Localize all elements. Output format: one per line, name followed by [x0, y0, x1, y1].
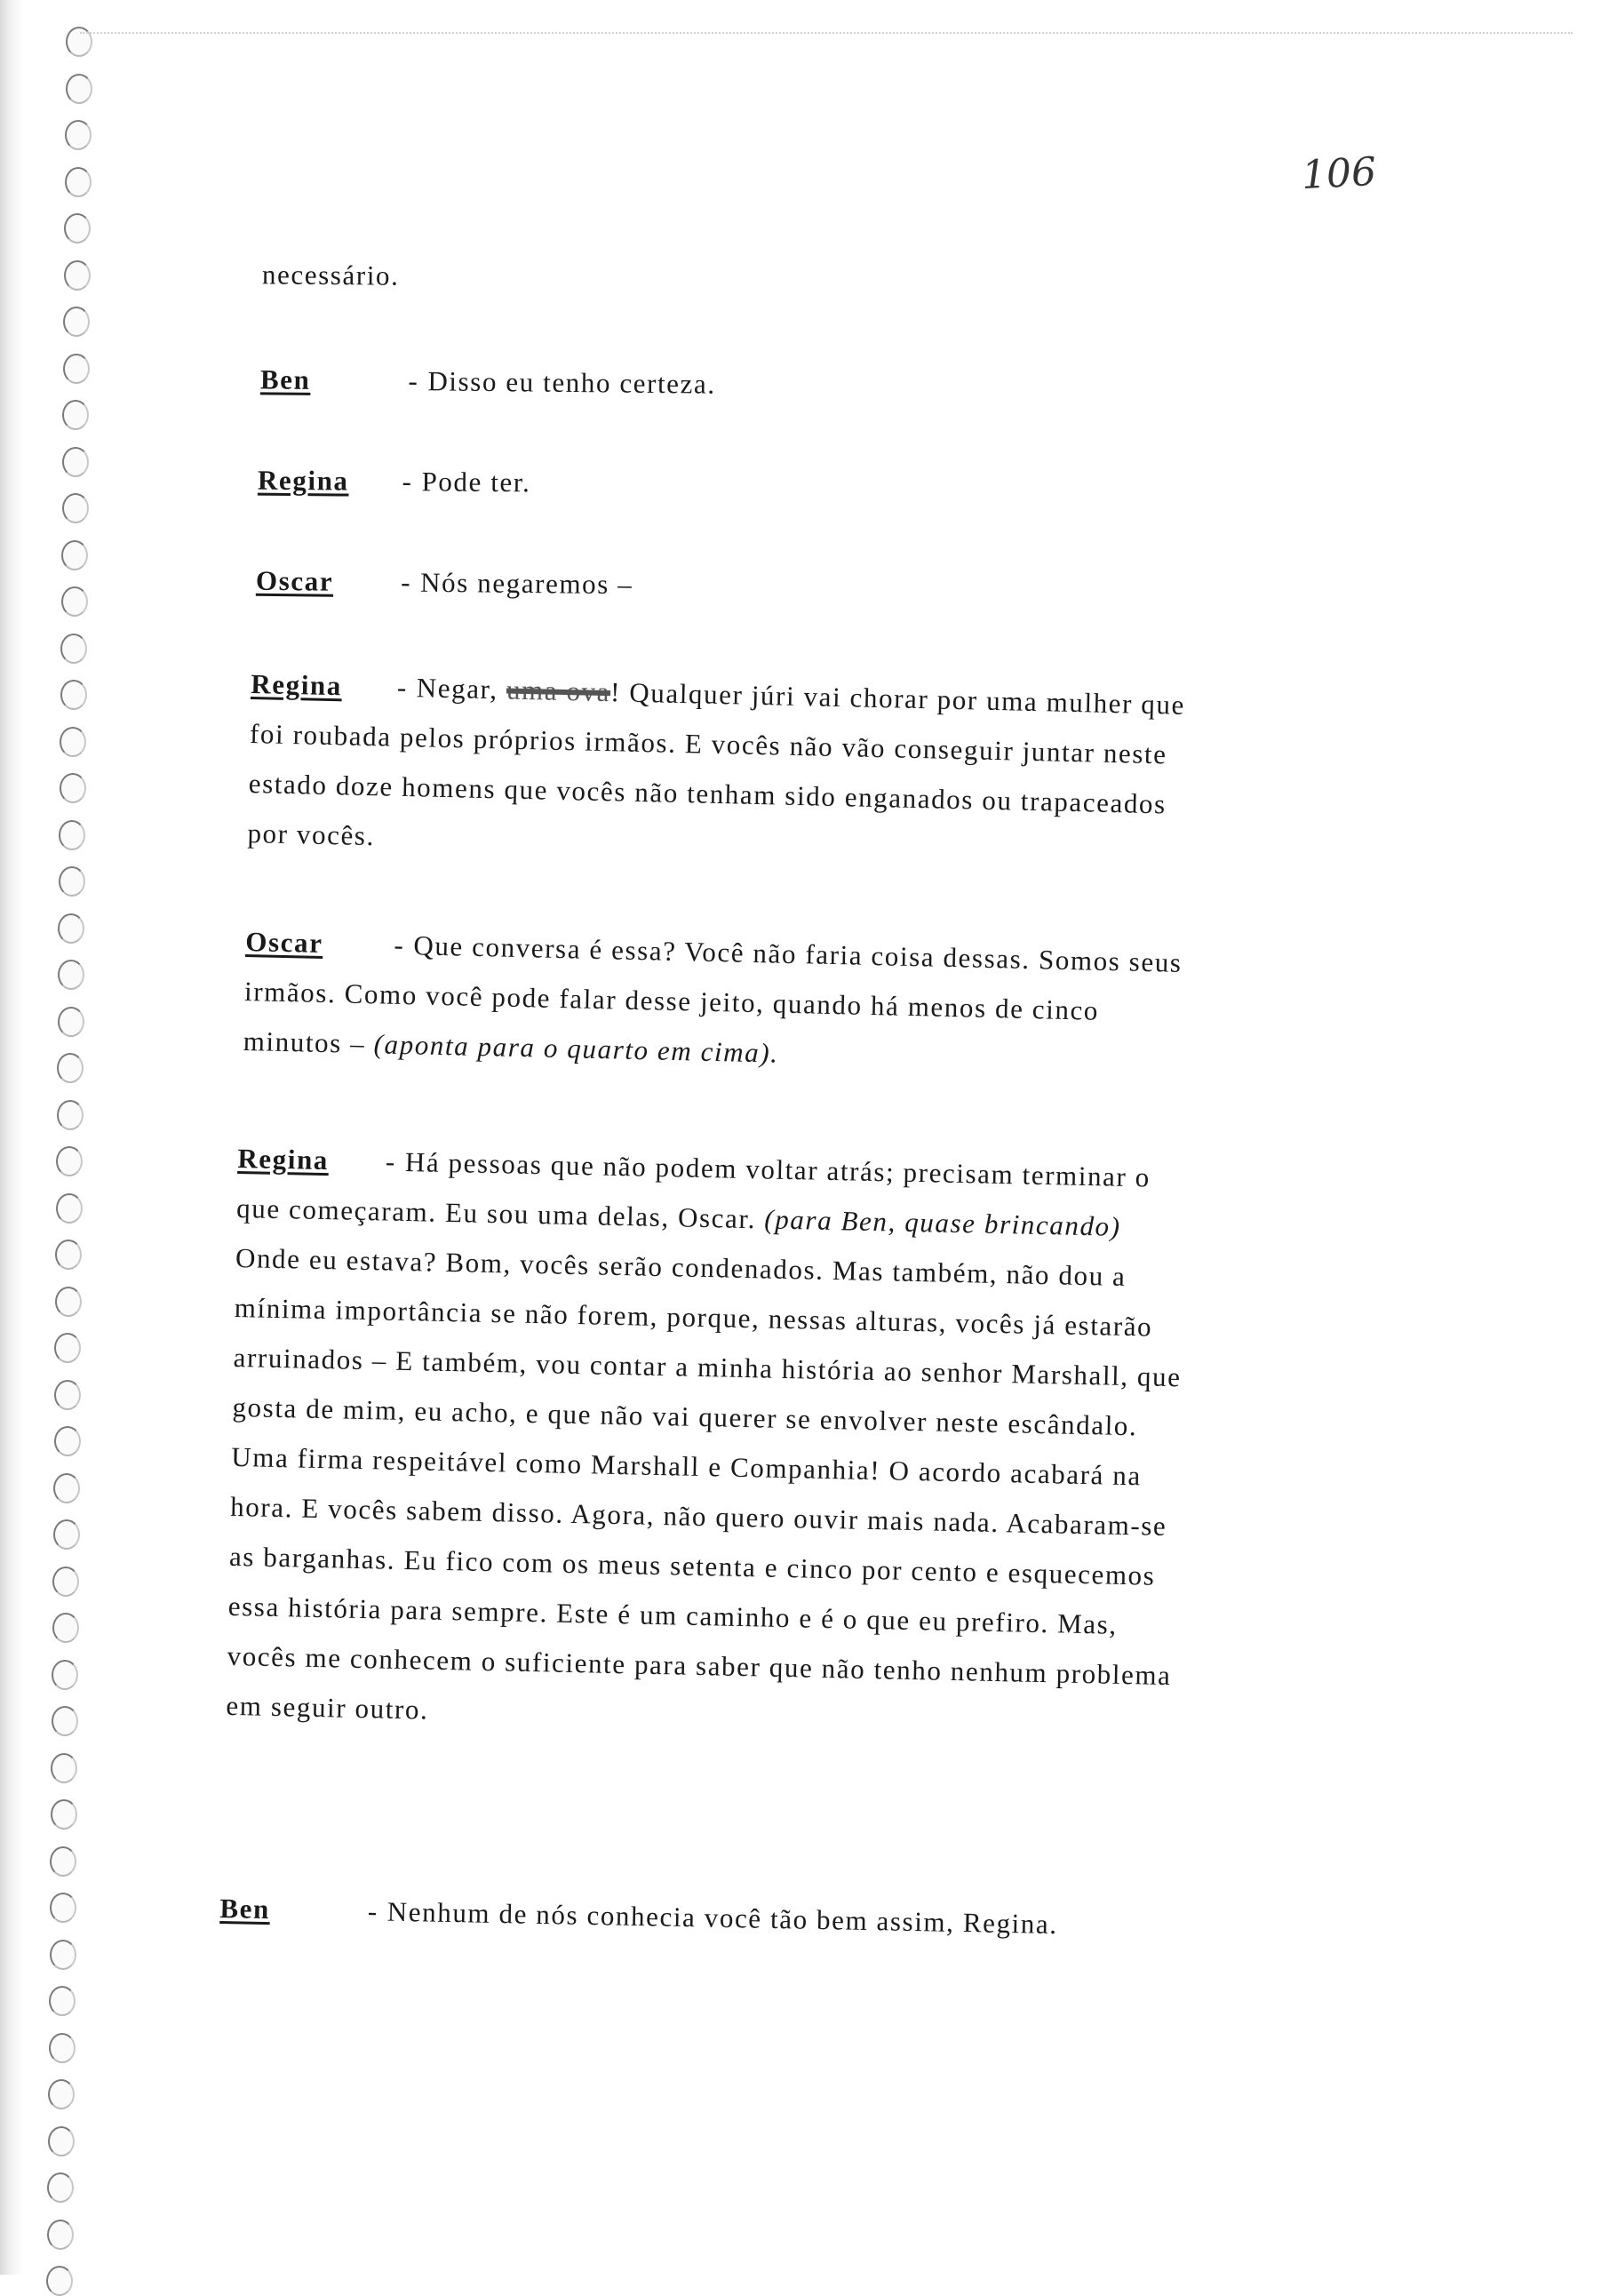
speech-text: Há pessoas que não podem voltar atrás; precisam terminar o: [404, 1145, 1151, 1193]
binding-hole: [62, 400, 89, 430]
speech-text: Nenhum de nós conhecia você tão bem assim, Regina.: [386, 1895, 1058, 1941]
dialogue-regina-1: [258, 456, 531, 508]
binding-hole: [49, 2033, 76, 2063]
binding-hole: [60, 727, 86, 757]
speaker-name: Oscar: [244, 925, 323, 959]
binding-hole: [53, 1519, 80, 1550]
binding-hole: [51, 1799, 77, 1830]
dialogue-line: gosta de mim, eu acho, e que não vai querer se envolver neste escândalo.: [232, 1391, 1138, 1442]
binding-hole: [54, 1333, 81, 1363]
binding-hole: [50, 1846, 76, 1877]
dialogue-line: vocês me conhecem o suficiente para saber que não tenho nenhum problema: [227, 1639, 1172, 1692]
dash: -: [367, 1895, 379, 1927]
dialogue-line: Uma firma respeitável como Marshall e Companhia! O acordo acabará na: [231, 1440, 1143, 1492]
dialogue-oscar-1: [256, 556, 633, 610]
dialogue-line: hora. E vocês sabem disso. Agora, não quero ouvir mais nada. Acabaram-se: [229, 1490, 1167, 1542]
speech-text: Disso eu tenho certeza.: [427, 365, 716, 400]
dash: -: [394, 929, 405, 961]
binding-hole: [60, 680, 87, 710]
dialogue-oscar-2: [243, 917, 1183, 1088]
binding-hole: [58, 960, 84, 990]
binding-hole: [61, 540, 88, 570]
speech-text: que começaram. Eu sou uma delas, Oscar.: [235, 1192, 765, 1235]
stage-direction: (aponta para o quarto em cima).: [373, 1028, 779, 1069]
dialogue-line: [256, 556, 633, 610]
stage-direction: (para Ben, quase brincando): [764, 1203, 1122, 1242]
binding-hole: [57, 1053, 84, 1083]
binding-hole: [46, 2266, 73, 2296]
binding-hole: [52, 1706, 78, 1736]
top-edge-rule: [80, 32, 1573, 34]
binding-hole: [47, 2220, 74, 2250]
binding-hole: [60, 773, 86, 803]
binding-hole: [50, 1893, 76, 1923]
binding-hole: [63, 307, 90, 337]
dialogue-continuation: [262, 250, 400, 300]
binding-hole: [62, 447, 89, 477]
dialogue-line: Onde eu estava? Bom, vocês serão condenados. Mas também, não dou a: [235, 1241, 1127, 1292]
binding-hole: [55, 1287, 82, 1317]
binding-holes: [44, 0, 98, 2275]
binding-hole: [55, 1240, 82, 1270]
dialogue-line: necessário.: [261, 259, 400, 291]
dash: -: [401, 566, 412, 598]
binding-hole: [48, 2079, 75, 2109]
dialogue-line: estado doze homens que vocês não tenham sido enganados ou trapaceados: [248, 767, 1167, 820]
dialogue-line: as barganhas. Eu fico com os meus setenta e cinco por cento e esquecemos: [228, 1540, 1156, 1591]
binding-hole: [57, 1100, 84, 1130]
binding-hole: [56, 1193, 83, 1224]
binding-hole: [65, 167, 92, 197]
speech-text: minutos –: [243, 1024, 375, 1060]
binding-hole: [62, 493, 89, 523]
binding-hole: [53, 1473, 80, 1503]
dialogue-line: foi roubada pelos próprios irmãos. E vocês não vão conseguir juntar neste: [249, 717, 1168, 770]
binding-hole: [49, 1986, 76, 2016]
binding-hole: [51, 1753, 77, 1783]
dash: -: [385, 1145, 397, 1177]
speaker-name: Oscar: [255, 564, 334, 597]
dialogue-line: irmãos. Como você pode falar desse jeito, quando há menos de cinco: [243, 975, 1100, 1026]
dialogue-line: em seguir outro.: [226, 1689, 429, 1726]
binding-hole: [66, 74, 92, 104]
dialogue-line: [260, 355, 716, 409]
scan-margin-strip: [0, 0, 23, 2275]
binding-hole: [48, 2126, 75, 2156]
speech-text: Nós negaremos –: [419, 566, 633, 601]
dash: -: [396, 671, 409, 703]
dialogue-line: mínima importância se não forem, porque, nessas alturas, vocês já estarão: [234, 1291, 1153, 1343]
crossed-out-text: uma ova: [506, 674, 611, 708]
dialogue-regina-3: [226, 1134, 1186, 1750]
page-number: 106: [1300, 148, 1378, 199]
dialogue-line: [258, 456, 531, 508]
binding-hole: [54, 1426, 81, 1456]
binding-hole: [47, 2172, 74, 2203]
dialogue-ben-1: [260, 355, 716, 409]
dialogue-line: essa história para sempre. Este é um caminho e é o que eu prefiro. Mas,: [227, 1590, 1119, 1640]
dialogue-line: por vocês.: [247, 817, 376, 852]
binding-hole: [59, 820, 85, 850]
speaker-name: Regina: [237, 1142, 330, 1176]
speech-text: Pode ter.: [421, 466, 531, 498]
binding-hole: [52, 1567, 79, 1597]
dialogue-line: [219, 1884, 1058, 1949]
speaker-name: Regina: [250, 667, 343, 702]
speech-text: Negar,: [416, 672, 507, 706]
binding-hole: [64, 260, 91, 291]
binding-hole: [59, 866, 85, 897]
speaker-name: Ben: [219, 1892, 271, 1925]
binding-hole: [54, 1380, 81, 1410]
speaker-name: Ben: [259, 363, 311, 395]
dash: -: [402, 466, 413, 498]
binding-hole: [65, 120, 92, 150]
binding-hole: [60, 634, 87, 664]
binding-hole: [50, 1940, 76, 1970]
dash: -: [408, 365, 419, 397]
binding-hole: [58, 1007, 84, 1037]
binding-hole: [63, 354, 90, 384]
dialogue-regina-2: [247, 659, 1186, 880]
speech-text: ! Qualquer júri vai chorar por uma mulher que: [609, 676, 1186, 721]
dialogue-ben-2: [219, 1884, 1058, 1949]
binding-hole: [58, 913, 84, 944]
speaker-name: Regina: [257, 464, 349, 497]
binding-hole: [56, 1146, 83, 1176]
binding-hole: [61, 586, 88, 617]
binding-hole: [52, 1660, 78, 1690]
dialogue-line: arruinados – E também, vou contar a minha história ao senhor Marshall, que: [233, 1341, 1182, 1393]
speech-text: Que conversa é essa? Você não faria coisa dessas. Somos seus: [413, 929, 1183, 978]
binding-hole: [64, 213, 91, 243]
binding-hole: [52, 1613, 79, 1643]
